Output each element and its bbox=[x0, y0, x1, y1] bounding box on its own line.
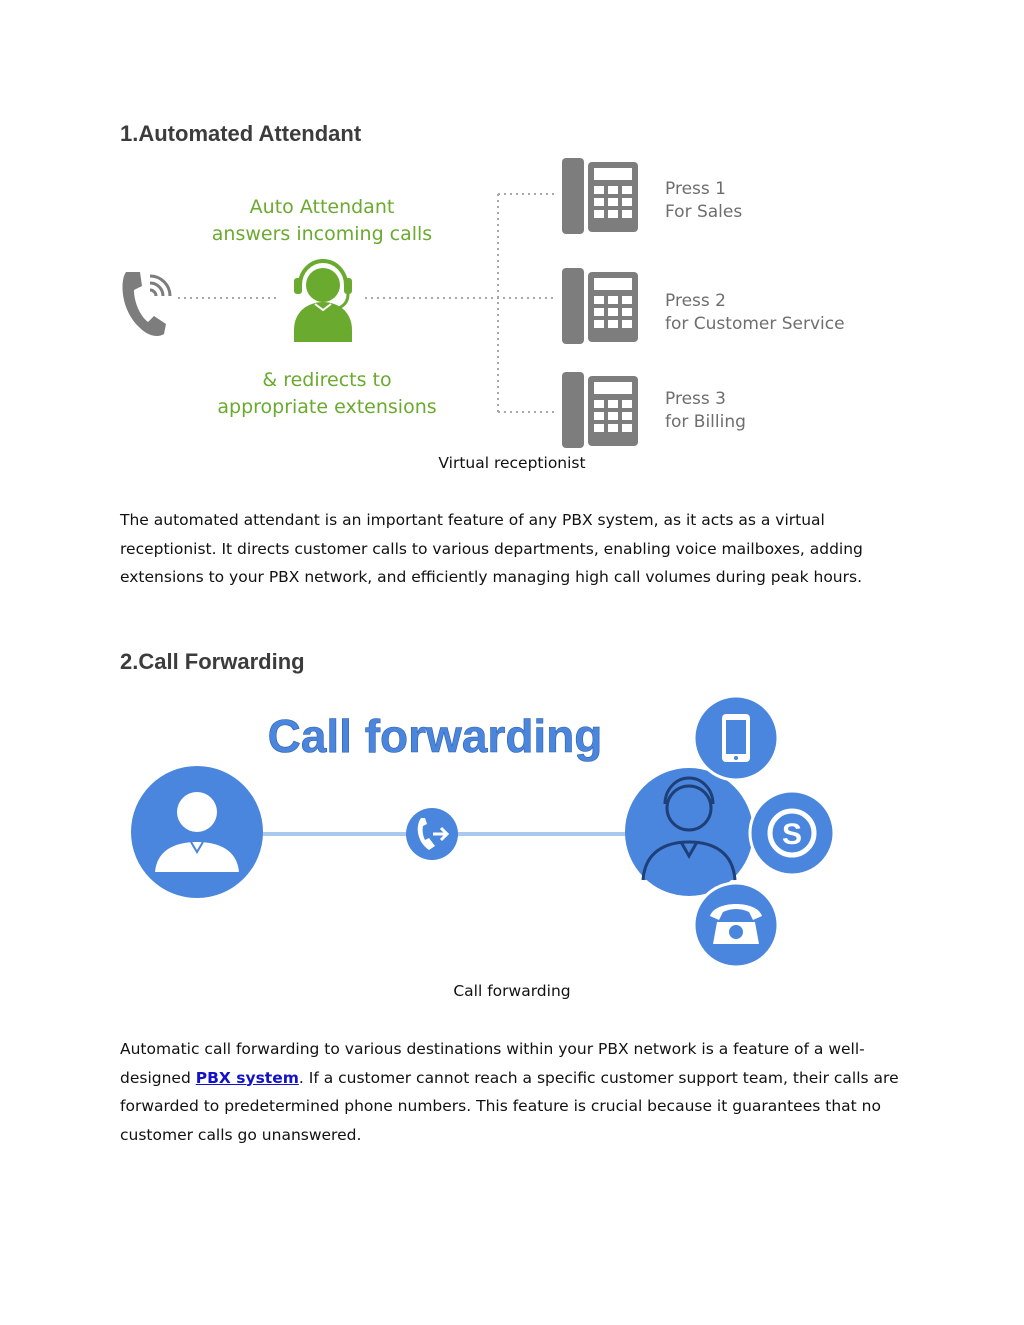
auto-attendant-text-1: Auto Attendant bbox=[249, 196, 395, 218]
option-1-dept: For Sales bbox=[665, 202, 743, 222]
auto-attendant-diagram bbox=[110, 150, 870, 450]
redirect-text-1: & redirects to bbox=[262, 369, 392, 391]
option-1-label: Press 1 bbox=[665, 179, 726, 199]
redirect-text-2: appropriate extensions bbox=[217, 396, 437, 418]
caller-phone-icon bbox=[123, 272, 170, 336]
desk-phone-icon bbox=[562, 372, 638, 448]
paragraph-text: Automatic call forwarding to various destinations within your PBX network is a feature of a well-designed bbox=[120, 1040, 865, 1087]
option-2-label: Press 2 bbox=[665, 291, 726, 311]
desk-phone-icon bbox=[562, 268, 638, 344]
call-forwarding-title: Call forwarding bbox=[267, 710, 603, 762]
agent-headset-icon bbox=[294, 261, 352, 342]
svg-text:S: S bbox=[781, 818, 803, 851]
call-forward-icon bbox=[406, 808, 458, 860]
figure-caption: Call forwarding bbox=[453, 982, 571, 1000]
landline-phone-icon bbox=[694, 883, 778, 967]
section-heading-automated-attendant: 1.Automated Attendant bbox=[120, 121, 362, 146]
support-agent-icon bbox=[625, 768, 753, 896]
mobile-phone-icon bbox=[694, 696, 778, 780]
desk-phone-icon bbox=[562, 158, 638, 234]
auto-attendant-text-2: answers incoming calls bbox=[211, 223, 433, 245]
call-forwarding-diagram bbox=[125, 692, 845, 972]
option-3-label: Press 3 bbox=[665, 389, 726, 409]
paragraph-call-forwarding bbox=[120, 1035, 910, 1149]
pbx-system-link[interactable]: PBX system bbox=[195, 1068, 299, 1087]
paragraph-text: . If a customer cannot reach a specific customer support team, their calls are forwarded to predetermined phone numbers. This feature is crucial because it guarantees that no customer calls go unanswered. bbox=[120, 1068, 899, 1144]
figure-caption: Virtual receptionist bbox=[438, 454, 586, 472]
section-heading-call-forwarding: 2.Call Forwarding bbox=[120, 649, 305, 674]
option-2-dept: for Customer Service bbox=[665, 314, 845, 334]
option-3-dept: for Billing bbox=[665, 412, 746, 432]
skype-icon bbox=[750, 791, 834, 875]
paragraph-automated-attendant: The automated attendant is an important feature of any PBX system, as it acts as a virtual receptionist. It directs customer calls to various departments, enabling voice mailboxes, adding extensions to your PBX network, and efficiently managing high call volumes during peak hours. bbox=[120, 511, 863, 586]
agent-avatar-icon bbox=[131, 766, 263, 898]
